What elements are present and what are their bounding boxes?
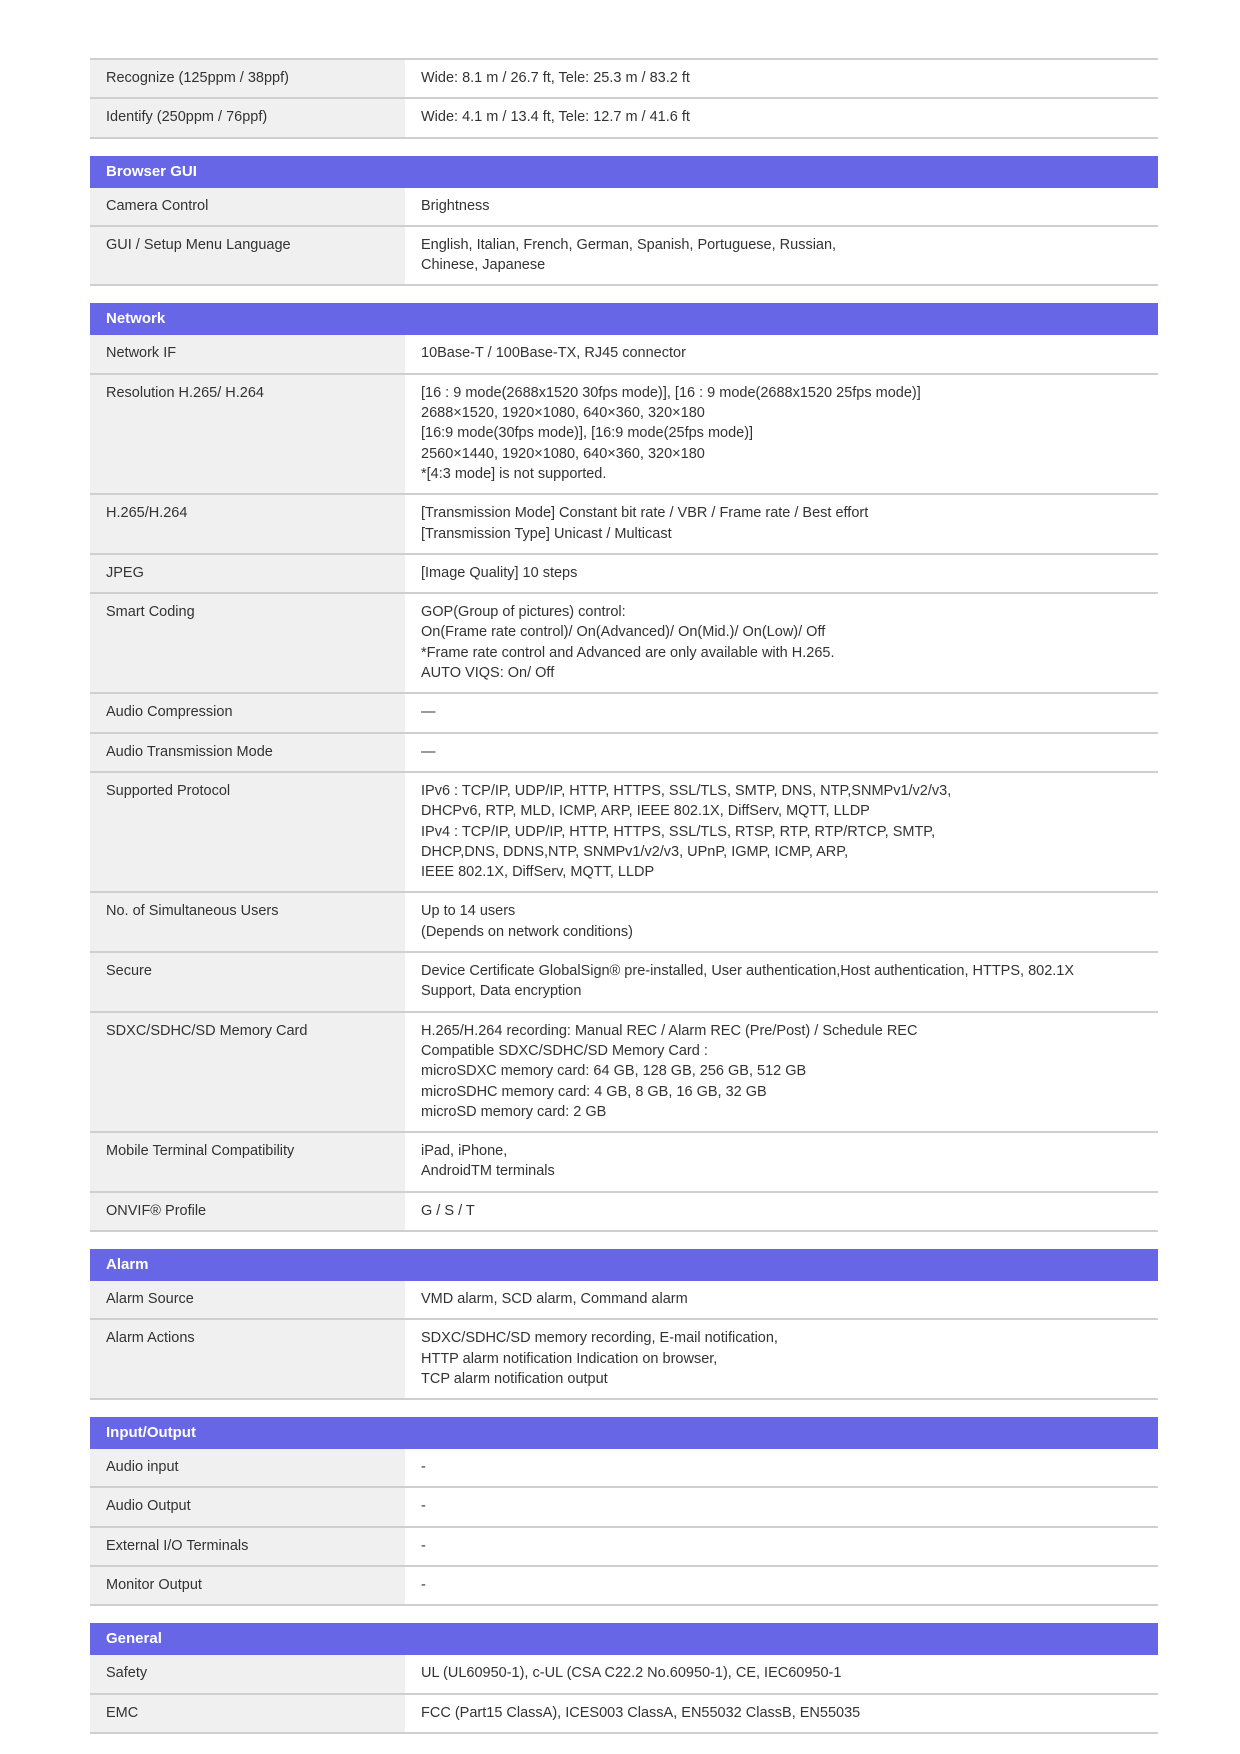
spec-label: Monitor Output <box>90 1567 405 1604</box>
spec-section <box>90 1417 1158 1606</box>
section-header: Network <box>90 303 1158 335</box>
spec-label: H.265/H.264 <box>90 495 405 553</box>
spec-row <box>90 1320 1158 1400</box>
spec-value <box>405 594 1158 692</box>
spec-row <box>90 594 1158 694</box>
spec-row <box>90 1488 1158 1527</box>
spec-section <box>90 156 1158 287</box>
spec-row <box>90 555 1158 594</box>
spec-value <box>405 335 1158 372</box>
spec-value <box>405 1013 1158 1131</box>
spec-value-line: iPad, iPhone, <box>421 1143 508 1160</box>
spec-label: External I/O Terminals <box>90 1528 405 1565</box>
spec-value-line: microSD memory card: 2 GB <box>421 1103 607 1120</box>
spec-value <box>405 188 1158 225</box>
spec-row <box>90 893 1158 953</box>
spec-value <box>405 495 1158 553</box>
spec-value <box>405 1281 1158 1318</box>
spec-value-line: — <box>421 704 436 721</box>
spec-value-line: AndroidTM terminals <box>421 1163 555 1180</box>
spec-label: Mobile Terminal Compatibility <box>90 1133 405 1191</box>
section-header: Input/Output <box>90 1417 1158 1449</box>
spec-value <box>405 555 1158 592</box>
spec-value-line: [Transmission Mode] Constant bit rate / VBR / Frame rate / Best effort <box>421 505 869 522</box>
spec-row <box>90 734 1158 773</box>
spec-value-line: G / S / T <box>421 1202 475 1219</box>
spec-row <box>90 1695 1158 1734</box>
spec-section <box>90 1623 1158 1734</box>
spec-value <box>405 1567 1158 1604</box>
spec-value-line: 10Base-T / 100Base-TX, RJ45 connector <box>421 345 686 362</box>
spec-value <box>405 60 1158 97</box>
spec-value <box>405 227 1158 285</box>
spec-value-line: H.265/H.264 recording: Manual REC / Alarm REC (Pre/Post) / Schedule REC <box>421 1022 918 1039</box>
spec-row <box>90 99 1158 138</box>
spec-section <box>90 1249 1158 1400</box>
spec-row <box>90 773 1158 893</box>
spec-row <box>90 1193 1158 1232</box>
spec-row <box>90 1013 1158 1133</box>
spec-row <box>90 58 1158 99</box>
spec-label: ONVIF® Profile <box>90 1193 405 1230</box>
section-header: General <box>90 1623 1158 1655</box>
spec-label: No. of Simultaneous Users <box>90 893 405 951</box>
spec-label: Audio Compression <box>90 694 405 731</box>
spec-label: Audio input <box>90 1449 405 1486</box>
spec-row <box>90 1133 1158 1193</box>
spec-label: Camera Control <box>90 188 405 225</box>
spec-value-line: microSDHC memory card: 4 GB, 8 GB, 16 GB, 32 GB <box>421 1083 767 1100</box>
spec-value <box>405 1695 1158 1732</box>
spec-value-line: IPv6 : TCP/IP, UDP/IP, HTTP, HTTPS, SSL/TLS, SMTP, DNS, NTP,SNMPv1/v2/v3, <box>421 782 952 799</box>
spec-value-line: On(Frame rate control)/ On(Advanced)/ On(Mid.)/ On(Low)/ Off <box>421 624 826 641</box>
spec-label: Audio Transmission Mode <box>90 734 405 771</box>
spec-value-line: DHCP,DNS, DDNS,NTP, SNMPv1/v2/v3, UPnP, IGMP, ICMP, ARP, <box>421 843 849 860</box>
spec-row <box>90 953 1158 1013</box>
spec-label: Alarm Source <box>90 1281 405 1318</box>
spec-value-line: English, Italian, French, German, Spanish, Portuguese, Russian, <box>421 236 837 253</box>
spec-row <box>90 694 1158 733</box>
spec-row <box>90 227 1158 287</box>
spec-row <box>90 1567 1158 1606</box>
spec-value-line: SDXC/SDHC/SD memory recording, E-mail notification, <box>421 1330 778 1347</box>
spec-value-line: Device Certificate GlobalSign® pre-installed, User authentication,Host authentication, HTTPS, 802.1X <box>421 963 1075 980</box>
spec-value <box>405 893 1158 951</box>
spec-value-line: — <box>421 743 436 760</box>
spec-value-line: *[4:3 mode] is not supported. <box>421 465 607 482</box>
spec-value-line: UL (UL60950-1), c-UL (CSA C22.2 No.60950-1), CE, IEC60950-1 <box>421 1665 842 1682</box>
spec-label: Supported Protocol <box>90 773 405 891</box>
spec-row <box>90 1281 1158 1320</box>
spec-value <box>405 1449 1158 1486</box>
spec-table <box>90 58 1158 1751</box>
spec-value-line: FCC (Part15 ClassA), ICES003 ClassA, EN55032 ClassB, EN55035 <box>421 1704 861 1721</box>
spec-value-line: [16 : 9 mode(2688x1520 30fps mode)], [16 : 9 mode(2688x1520 25fps mode)] <box>421 384 921 401</box>
spec-value <box>405 773 1158 891</box>
spec-value-line: Support, Data encryption <box>421 983 582 1000</box>
spec-value <box>405 953 1158 1011</box>
spec-value-line: [Image Quality] 10 steps <box>421 564 578 581</box>
spec-value-line: microSDXC memory card: 64 GB, 128 GB, 256 GB, 512 GB <box>421 1063 807 1080</box>
spec-section <box>90 303 1158 1232</box>
spec-value-line: *Frame rate control and Advanced are only available with H.265. <box>421 644 835 661</box>
section-header: Browser GUI <box>90 156 1158 188</box>
spec-row <box>90 1655 1158 1694</box>
spec-row <box>90 375 1158 495</box>
spec-label: Audio Output <box>90 1488 405 1525</box>
spec-value-line: TCP alarm notification output <box>421 1370 608 1387</box>
spec-label: EMC <box>90 1695 405 1732</box>
spec-value-line: IEEE 802.1X, DiffServ, MQTT, LLDP <box>421 864 655 881</box>
spec-label: Network IF <box>90 335 405 372</box>
spec-label: GUI / Setup Menu Language <box>90 227 405 285</box>
spec-value-line: (Depends on network conditions) <box>421 923 633 940</box>
spec-row <box>90 335 1158 374</box>
spec-row <box>90 495 1158 555</box>
spec-row <box>90 1528 1158 1567</box>
spec-value-line: AUTO VIQS: On/ Off <box>421 665 555 682</box>
spec-value-line: VMD alarm, SCD alarm, Command alarm <box>421 1290 688 1307</box>
spec-value-line: Chinese, Japanese <box>421 257 546 274</box>
spec-value-line: Wide: 4.1 m / 13.4 ft, Tele: 12.7 m / 41.6 ft <box>421 109 690 126</box>
spec-label: SDXC/SDHC/SD Memory Card <box>90 1013 405 1131</box>
spec-label: Smart Coding <box>90 594 405 692</box>
spec-value <box>405 694 1158 731</box>
spec-value-line: Wide: 8.1 m / 26.7 ft, Tele: 25.3 m / 83.2 ft <box>421 70 690 86</box>
section-header: Alarm <box>90 1249 1158 1281</box>
spec-value-line: Compatible SDXC/SDHC/SD Memory Card : <box>421 1042 708 1059</box>
spec-value <box>405 1655 1158 1692</box>
spec-row <box>90 1449 1158 1488</box>
spec-section <box>90 58 1158 139</box>
spec-label: Secure <box>90 953 405 1011</box>
spec-value <box>405 734 1158 771</box>
spec-label: Recognize (125ppm / 38ppf) <box>90 60 405 97</box>
spec-value <box>405 375 1158 493</box>
spec-value-line: - <box>421 1459 426 1476</box>
spec-value-line: GOP(Group of pictures) control: <box>421 604 626 621</box>
spec-value <box>405 1133 1158 1191</box>
spec-value-line: - <box>421 1577 426 1594</box>
spec-label: Resolution H.265/ H.264 <box>90 375 405 493</box>
spec-value-line: - <box>421 1537 426 1554</box>
spec-label: Identify (250ppm / 76ppf) <box>90 99 405 136</box>
spec-value-line: 2688×1520, 1920×1080, 640×360, 320×180 <box>421 405 705 422</box>
spec-value-line: Up to 14 users <box>421 903 516 920</box>
spec-value-line: [Transmission Type] Unicast / Multicast <box>421 525 672 542</box>
spec-value-line: HTTP alarm notification Indication on browser, <box>421 1350 718 1367</box>
spec-value-line: Brightness <box>421 197 490 214</box>
spec-value-line: IPv4 : TCP/IP, UDP/IP, HTTP, HTTPS, SSL/TLS, RTSP, RTP, RTP/RTCP, SMTP, <box>421 823 936 840</box>
spec-value-line: 2560×1440, 1920×1080, 640×360, 320×180 <box>421 445 705 462</box>
spec-value <box>405 1528 1158 1565</box>
spec-value-line: DHCPv6, RTP, MLD, ICMP, ARP, IEEE 802.1X, DiffServ, MQTT, LLDP <box>421 803 870 820</box>
spec-label: Alarm Actions <box>90 1320 405 1398</box>
spec-label: Safety <box>90 1655 405 1692</box>
spec-row <box>90 188 1158 227</box>
spec-value <box>405 1488 1158 1525</box>
spec-value <box>405 1193 1158 1230</box>
spec-value <box>405 1320 1158 1398</box>
spec-label: JPEG <box>90 555 405 592</box>
spec-value-line: - <box>421 1498 426 1515</box>
spec-value-line: [16:9 mode(30fps mode)], [16:9 mode(25fps mode)] <box>421 425 754 442</box>
spec-value <box>405 99 1158 136</box>
